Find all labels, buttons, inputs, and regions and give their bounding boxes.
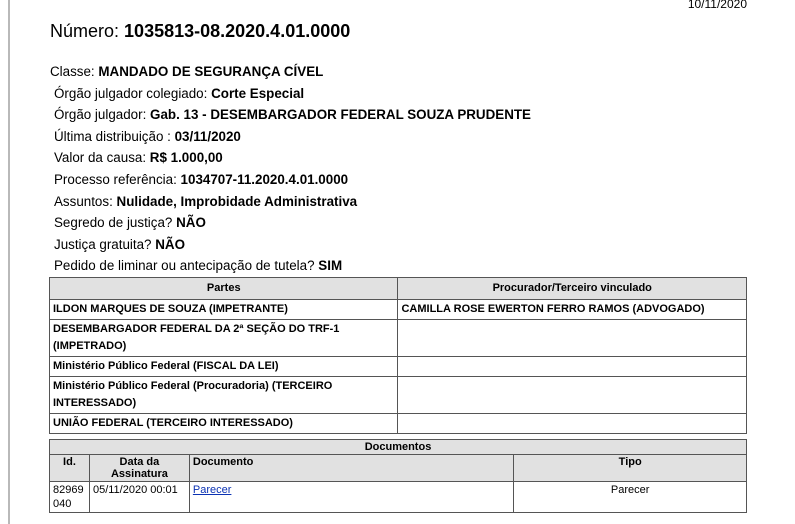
document-name-cell [189, 482, 513, 513]
assuntos-label: Assuntos: [54, 193, 113, 209]
orgao-julgador-label: Órgão julgador: [54, 107, 147, 123]
documentos-title: Documentos [50, 440, 747, 455]
procurador-header: Procurador/Terceiro vinculado [398, 278, 747, 300]
document-type-cell: Parecer [514, 482, 747, 513]
table-row [50, 357, 747, 377]
processo-referencia-value: 1034707-11.2020.4.01.0000 [180, 171, 349, 187]
partes-table [49, 277, 747, 434]
print-date: 10/11/2020 [687, 0, 747, 11]
document-date-cell: 05/11/2020 00:01 [89, 482, 189, 513]
parte-cell: UNIÃO FEDERAL (TERCEIRO INTERESSADO) [50, 414, 398, 434]
documento-header: Documento [189, 455, 513, 482]
partes-header: Partes [50, 278, 398, 300]
assuntos-row [50, 191, 531, 213]
numero-label: Número: [50, 21, 120, 41]
parte-cell: DESEMBARGADOR FEDERAL DA 2ª SEÇÃO DO TRF-1 (IMPETRADO) [50, 320, 398, 357]
parte-cell: Ministério Público Federal (Procuradoria) (TERCEIRO INTERESSADO) [50, 377, 398, 414]
orgao-colegiado-label: Órgão julgador colegiado: [54, 85, 208, 101]
valor-causa-label: Valor da causa: [54, 150, 147, 166]
procurador-cell [398, 377, 747, 414]
classe-value: MANDADO DE SEGURANÇA CÍVEL [98, 64, 324, 79]
partes-header-row [50, 278, 747, 300]
classe-label: Classe: [50, 64, 95, 79]
id-header: Id. [50, 455, 90, 482]
numero-value: 1035813-08.2020.4.01.0000 [124, 21, 351, 41]
assuntos-value: Nulidade, Improbidade Administrativa [116, 193, 358, 209]
documentos-table [49, 439, 747, 513]
valor-causa-value: R$ 1.000,00 [149, 150, 223, 166]
processo-referencia-label: Processo referência: [54, 171, 177, 187]
table-row [50, 482, 747, 513]
procurador-cell [398, 357, 747, 377]
table-row [50, 377, 747, 414]
justica-gratuita-value: NÃO [155, 236, 186, 252]
document-id-cell: 82969040 [50, 482, 90, 513]
parte-cell: ILDON MARQUES DE SOUZA (IMPETRANTE) [50, 300, 398, 320]
tipo-header: Tipo [514, 455, 747, 482]
liminar-label: Pedido de liminar ou antecipação de tutela? [54, 258, 315, 274]
processo-referencia-row [50, 169, 531, 191]
liminar-row [50, 255, 531, 277]
orgao-colegiado-row [50, 83, 531, 105]
ultima-distribuicao-label: Última distribuição : [54, 128, 171, 144]
procurador-cell [398, 414, 747, 434]
ultima-distribuicao-value: 03/11/2020 [174, 128, 241, 144]
orgao-julgador-row [50, 104, 531, 126]
orgao-colegiado-value: Corte Especial [211, 85, 305, 101]
procurador-cell: CAMILLA ROSE EWERTON FERRO RAMOS (ADVOGADO) [398, 300, 747, 320]
page-left-edge [8, 0, 10, 524]
documentos-header-row [50, 455, 747, 482]
liminar-value: SIM [318, 258, 343, 274]
valor-causa-row [50, 147, 531, 169]
justica-gratuita-row [50, 234, 531, 256]
segredo-row [50, 212, 531, 234]
table-row [50, 320, 747, 357]
documentos-title-row [50, 440, 747, 455]
data-assinatura-header: Data da Assinatura [89, 455, 189, 482]
parecer-link[interactable]: Parecer [192, 484, 232, 496]
orgao-julgador-value: Gab. 13 - DESEMBARGADOR FEDERAL SOUZA PRUDENTE [150, 107, 531, 123]
ultima-distribuicao-row [50, 126, 531, 148]
segredo-label: Segredo de justiça? [54, 215, 173, 231]
table-row [50, 414, 747, 434]
table-row [50, 300, 747, 320]
justica-gratuita-label: Justiça gratuita? [54, 236, 152, 252]
procurador-cell [398, 320, 747, 357]
process-info [50, 61, 531, 277]
segredo-value: NÃO [176, 215, 206, 231]
process-number [50, 21, 350, 42]
classe-row [50, 61, 531, 83]
parte-cell: Ministério Público Federal (FISCAL DA LEI) [50, 357, 398, 377]
